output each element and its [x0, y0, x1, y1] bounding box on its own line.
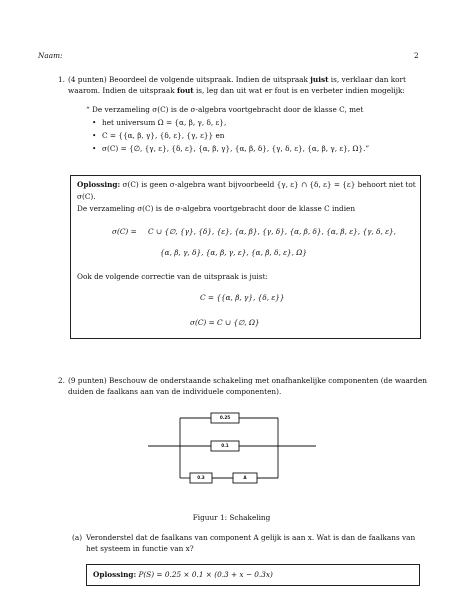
page-number: 2 — [414, 51, 419, 60]
figure-caption: Figuur 1: Schakeling — [192, 513, 271, 522]
q1-eq1-rhs1: C ∪ {∅, {γ}, {δ}, {ε}, {α, β}, {γ, δ}, {α, β, δ}, {α, β, ε}, {γ, δ, ε}, — [148, 227, 396, 236]
q1-solution-label: Oplossing: — [77, 180, 121, 189]
component-0-3-label: 0.3 — [197, 475, 205, 480]
bullet-dot: • — [92, 144, 97, 153]
bullet-dot: • — [92, 131, 97, 140]
q1-bullet-3: σ(C) = {∅, {γ, ε}, {δ, ε}, {α, β, γ}, {α, β, δ}, {γ, δ, ε}, {α, β, γ, ε}, Ω}.” — [102, 144, 370, 153]
q1-solution-line4: Ook de volgende correctie van de uitspraak is juist: — [77, 272, 268, 281]
q1-bullet-2: C = {{α, β, γ}, {δ, ε}, {γ, ε}} en — [102, 131, 225, 140]
component-a-label: A — [243, 475, 247, 480]
q1-fout: fout — [176, 86, 194, 95]
q1-solution-line2: σ(C). — [77, 192, 96, 201]
bullet-dot: • — [92, 118, 97, 127]
q2a-label: (a) — [72, 533, 83, 542]
q2a-solution-label: Oplossing: — [93, 570, 137, 579]
q2a-solution-line — [93, 570, 273, 580]
q2-number: 2. — [58, 376, 65, 385]
q2a-line2: het systeem in functie van x? — [86, 544, 194, 553]
q2-intro-line2: duiden de faalkans aan van de individuele componenten). — [68, 387, 282, 396]
q1-eq1-rhs2: {α, β, γ, δ}, {α, β, γ, ε}, {α, β, δ, ε}, Ω} — [160, 248, 307, 257]
q2-points: (9 punten) — [68, 376, 107, 385]
q2-intro-text1: Beschouw de onderstaande schakeling met onafhankelijke componenten (de waarden — [109, 376, 427, 385]
q1-intro2-a: waarom. Indien de uitspraak — [68, 86, 177, 95]
q1-eq1-lhs: σ(C) = — [112, 227, 137, 236]
q1-solution-line3: De verzameling σ(C) is de σ-algebra voortgebracht door de klasse C indien — [77, 204, 356, 213]
q1-juist: juist — [310, 75, 329, 84]
q1-bullet-1: het universum Ω = {α, β, γ, δ, ε}, — [102, 118, 227, 127]
component-0-1-label: 0.1 — [221, 443, 229, 448]
q2a-line1: Veronderstel dat de faalkans van component A gelijk is aan x. Wat is dan de faalkans van — [86, 533, 416, 542]
q1-statement: “ De verzameling σ(C) is de σ-algebra voortgebracht door de klasse C, met — [86, 105, 364, 114]
q1-number: 1. — [58, 75, 65, 84]
q1-eq2: C = {{α, β, γ}, {δ, ε}} — [200, 293, 285, 302]
component-0-25-label: 0.25 — [219, 415, 231, 420]
q1-intro2-b: is, leg dan uit wat er fout is en verbeter indien mogelijk: — [193, 86, 405, 95]
q1-eq3: σ(C) = C ∪ {∅, Ω} — [190, 318, 260, 327]
q2a-solution-text: P(S) = 0.25 × 0.1 × (0.3 + x − 0.3x) — [136, 570, 273, 579]
q1-solution-text1: σ(C) is geen σ-algebra want bijvoorbeeld {γ, ε} ∩ {δ, ε} = {ε} behoort niet tot — [120, 180, 416, 189]
q1-intro-text-b: is, verklaar dan kort — [328, 75, 406, 84]
q1-intro-text-a: Beoordeel de volgende uitspraak. Indien de uitspraak — [109, 75, 311, 84]
name-label: Naam: — [38, 51, 63, 60]
q1-points: (4 punten) — [68, 75, 107, 84]
